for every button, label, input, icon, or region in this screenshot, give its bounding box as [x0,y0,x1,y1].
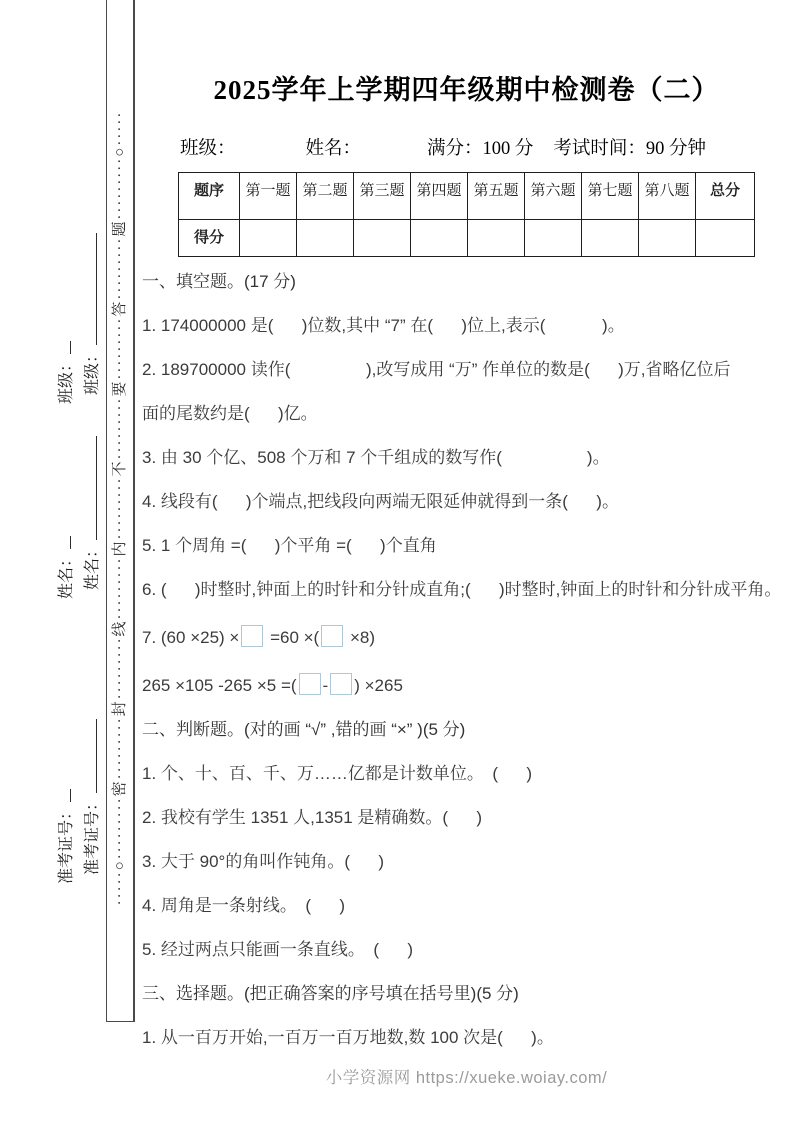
score-empty-cell [468,220,525,257]
name-field-underline [82,436,97,540]
admission-number-field-underline [56,789,71,802]
question-line: 5. 经过两点只能画一条直线。 ( ) [142,940,414,959]
class-field-underline [56,341,71,354]
seal-line-strip [106,0,135,1022]
score-empty-cell [411,220,468,257]
question-line: 2. 我校有学生 1351 人,1351 是精确数。( ) [142,808,483,827]
seal-field-name [56,390,104,599]
admission-number-field-label: 准考证号： [84,794,101,875]
question-line: 1. 个、十、百、千、万……亿都是计数单位。 ( ) [142,764,533,783]
score-table-header-cell: 第三题 [354,173,411,220]
score-table-header-cell: 第二题 [297,173,354,220]
score-empty-cell [297,220,354,257]
section-heading: 二、判断题。(对的画 “√” ,错的画 “×” )(5 分) [142,720,466,739]
name-label: 姓名： [305,139,362,159]
question-line: 5. 1 个周角 =( )个平角 =( )个直角 [142,536,437,555]
seal-field-class [56,180,104,404]
name-field-underline [56,536,71,549]
score-table-header-cell: 第一题 [240,173,297,220]
admission-number-field-label: 准考证号： [58,803,75,884]
student-info-row [180,134,793,160]
class-field-label: 班级： [58,355,75,404]
score-table-header-row [179,173,755,220]
answer-box [299,673,321,695]
score-table-header-cell: 总分 [696,173,755,220]
question-line: 3. 大于 90°的角叫作钝角。( ) [142,852,384,871]
admission-number-field-underline [82,719,97,793]
question-line: 1. 从一百万开始,一百万一百万地数,数 100 次是( )。 [142,1028,554,1047]
question-line: 面的尾数约是( )亿。 [142,404,318,423]
answer-box [321,625,343,647]
score-table-header-cell: 题序 [179,173,240,220]
full-score-label: 满分：100 分 [427,139,534,159]
class-field-underline [82,233,97,345]
seal-field-admission-number [56,635,104,884]
exam-time-label: 考试时间：90 分钟 [553,139,707,159]
question-list [142,273,793,1047]
question-line: 4. 线段有( )个端点,把线段向两端无限延伸就得到一条( )。 [142,492,619,511]
score-table-header-cell: 第五题 [468,173,525,220]
score-empty-cell [525,220,582,257]
question-line: 2. 189700000 读作( ),改写成用 “万” 作单位的数是( )万,省略亿位后 [142,360,731,379]
score-table-header-cell: 第八题 [639,173,696,220]
question-line: 265 ×105 -265 ×5 =( - ) ×265 [142,673,793,695]
question-line: 1. 174000000 是( )位数,其中 “7” 在( )位上,表示( )。 [142,316,625,335]
question-line: 7. (60 ×25) × =60 ×( ×8) [142,625,793,647]
score-table [178,172,755,257]
score-table-header-cell: 第七题 [582,173,639,220]
class-field-label: 班级： [84,346,101,395]
question-line: 4. 周角是一条射线。 ( ) [142,896,346,915]
score-row-label-cell: 得分 [179,220,240,257]
score-empty-cell [240,220,297,257]
score-empty-cell [354,220,411,257]
paper-content [140,0,793,1073]
score-table-header-cell: 第四题 [411,173,468,220]
footer-source-link: 小学资源网 https://xueke.woiay.com/ [325,1069,608,1087]
score-empty-cell [582,220,639,257]
section-heading: 三、选择题。(把正确答案的序号填在括号里)(5 分) [142,984,519,1003]
class-label: 班级： [180,139,236,159]
answer-box [330,673,352,695]
score-table-score-row [179,220,755,257]
section-heading: 一、填空题。(17 分) [142,272,296,291]
seal-line-text: ·····○·········密·········封·········线·········内·········不·········要·········答·········题·········○····· [112,110,128,906]
score-empty-cell [696,220,755,257]
name-field-label: 姓名： [84,541,101,590]
question-line: 6. ( )时整时,钟面上的时针和分针成直角;( )时整时,钟面上的时针和分针成平角。 [142,580,782,599]
name-field-label: 姓名： [58,550,75,599]
score-table-header-cell: 第六题 [525,173,582,220]
question-line: 3. 由 30 个亿、508 个万和 7 个千组成的数写作( )。 [142,448,610,467]
page-title: 2025学年上学期四年级期中检测卷（二） [213,75,720,105]
score-empty-cell [639,220,696,257]
answer-box [241,625,263,647]
